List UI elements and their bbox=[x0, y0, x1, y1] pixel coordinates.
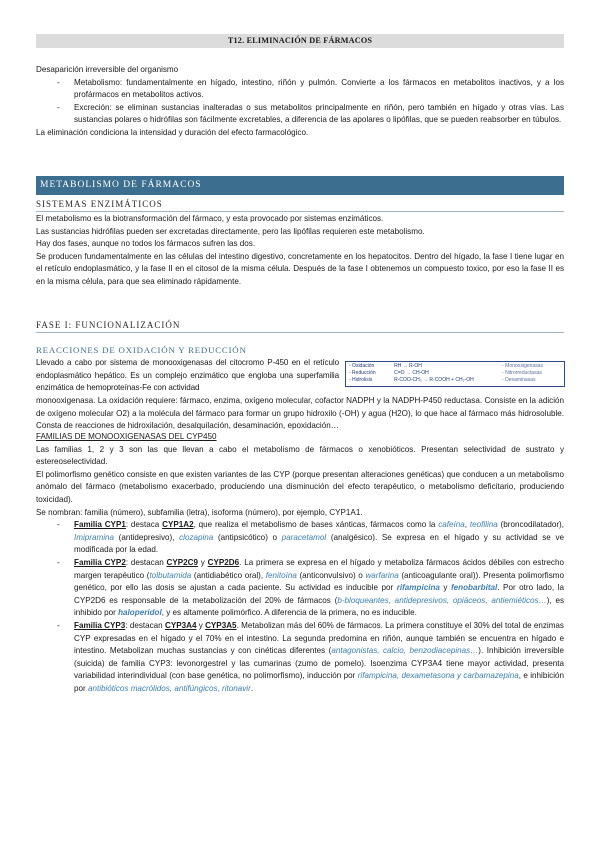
redox-reaction-figure bbox=[345, 361, 565, 387]
heading-phase-1: FASE I: FUNCIONALIZACIÓN bbox=[36, 319, 564, 333]
heading-enzyme-systems: SISTEMAS ENZIMÁTICOS bbox=[36, 198, 564, 212]
section-title-metabolism: METABOLISMO DE FÁRMACOS bbox=[36, 176, 564, 195]
heading-cyp-families: FAMILIAS DE MONOOXIGENASAS DEL CYP450 bbox=[36, 432, 217, 441]
cyp-block bbox=[36, 431, 564, 695]
enzyme-systems-text: El metabolismo es la biotransformación del fármaco, y esta provocado por sistemas enzimáticos. Las sustancias hidrófilas pueden ser excretadas directamente, pero las lipófilas requieren este metabolismo. Hay dos fases, aunque no todos los fármacos sufren las dos. Se producen fundamentalmente en las células del intestino digestivo, concretamente en los hepatocitos. Dentro del hígado, la fase I tiene lugar en el retículo endoplasmático, y la fase II en el citosol de la misma célula. Después de la fase I obtenemos un compuesto toxico, por eso la fase II es en la misma célula, para que sea eliminado rápidamente. bbox=[36, 214, 564, 286]
figure-row: - Oxidación RH → R-OH - Monooxigenasas bbox=[349, 363, 543, 369]
intro-bullet-excretion: - Excreción: se eliminan sustancias inalteradas o sus metabolitos principalmente en riñón, pero también en hígado y otras vías. Las sustancias polares o hidrófilas son fácilmente excretables, a diferencia de las apolares o lipófilas, que se pueden reabsorber en túbulos. bbox=[57, 102, 564, 125]
redox-paragraph-2: monooxigenasa. La oxidación requiere: fármaco, enzima, oxígeno molecular, cofactor NADPH y la NADPH-P450 reductasa. Consiste en la adición de oxígeno molecular O2) a la molécula del fármaco para formar un grupo hidroxilo (-OH) y agua (H2O), lo que hace al fármaco más hidrosoluble. Consta de reacciones de hidroxilación, desalquilación, desaminación, epoxidación… bbox=[36, 396, 564, 431]
cyp-paragraph-2: El polimorfismo genético consiste en que existen variantes de las CYP (porque presentan alteraciones genéticas) que conducen a un metabolismo anómalo del fármaco (metabolismo exacerbado, produciendo una disminución del efecto terapéutico, o metabolismo deficitario, produciendo toxicidad). bbox=[36, 469, 564, 504]
intro-block bbox=[36, 64, 564, 140]
intro-lead: Desaparición irreversible del organismo bbox=[36, 65, 179, 74]
bullet-family-cyp1: - Familia CYP1: destaca CYP1A2, que realiza el metabolismo de bases xánticas, fármacos como la cafeína, teofilina (broncodilatador), Imipramina (antidepresivo), clozapina (antipsicótico) o paracetamol (analgésico). Se expresa en el hígado y su actividad se ve modificada por la edad. bbox=[57, 520, 564, 555]
bullet-family-cyp3: - Familia CYP3: destacan CYP3A4 y CYP3A5. Metabolizan más del 60% de fármacos. La primera constituye el 30% del total de enzimas CYP expresadas en el hígado y el 70% en el intestino. La segunda predomina en riñón, aunque también se encuentra en hígado e intestino. Metabolizan muchas sustancias y con cinéticas diferentes (antagonistas, calcio, benzodiacepinas…). Inhibición irreversible (suicida) de familia CYP3: levonorgestrel y las cumarinas (zumo de pomelo). Isoenzima CYP3A4 tiene mayor actividad, presenta variabilidad interindividual (con base genética, no polimorfismo), inducción por rifampicina, dexametasona y carbamazepina, e inhibición por antibióticos macrólidos, antifúngicos, ritonavir. bbox=[57, 620, 564, 693]
intro-closing: La eliminación condiciona la intensidad y duración del efecto farmacológico. bbox=[36, 127, 309, 137]
heading-redox-reactions: REACCIONES DE OXIDACIÓN Y REDUCCIÓN bbox=[36, 345, 247, 355]
page-title: T12. ELIMINACIÓN DE FÁRMACOS bbox=[36, 34, 564, 48]
bullet-family-cyp2: - Familia CYP2: destacan CYP2C9 y CYP2D6. La primera se expresa en el hígado y metaboliza fármacos ácidos débiles con estrecho margen terapéutico (tolbutamida (antidiabético oral), fenitoína (anticonvulsivo) o warfarina (anticoagulante oral)). Presenta polimorfismo genético, por ello las dosis se ajustan a cada paciente. Su actividad es inducible por rifampicina y fenobarbital. Por otro lado, la CYP2D6 es responsable de la metabolización del 20% de fármacos (b-bloqueantes, antidepresivos, opiáceos, antiemiéticos…), es inhibido por haloperidol, y es altamente polimórfico. A diferencia de la primera, no es inducible. bbox=[57, 557, 564, 618]
redox-paragraph-1: Llevado a cabo por sistema de monooxigenasas del citocromo P-450 en el retículo endoplasmático hepático. Es un complejo enzimático que engloba una superfamilia enzimática de hemoproteínas-Fe con actividad bbox=[36, 358, 339, 393]
figure-row: - Reducción C=O → CH-OH - Nitrorreductasas bbox=[349, 370, 542, 377]
cyp-paragraph-3: Se nombran: familia (número), subfamilia (letra), isoforma (número), por ejemplo, CYP1A1. bbox=[36, 507, 363, 517]
cyp-paragraph-1: Las familias 1, 2 y 3 son las que llevan a cabo el metabolismo de fármacos o xenobióticos. Presentan selectividad de sustrato y estereoselectividad. bbox=[36, 444, 564, 467]
figure-row: - Hidrolisis R-COO-CH₂ → R-COOH + CH₂-OH - Desaminasas bbox=[349, 377, 536, 384]
intro-bullet-metabolism: - Metabolismo: fundamentalmente en hígado, intestino, riñón y pulmón. Convierte a los fármacos en metabolitos inactivos, y a los profármacos en metabolitos activos. bbox=[57, 77, 564, 100]
